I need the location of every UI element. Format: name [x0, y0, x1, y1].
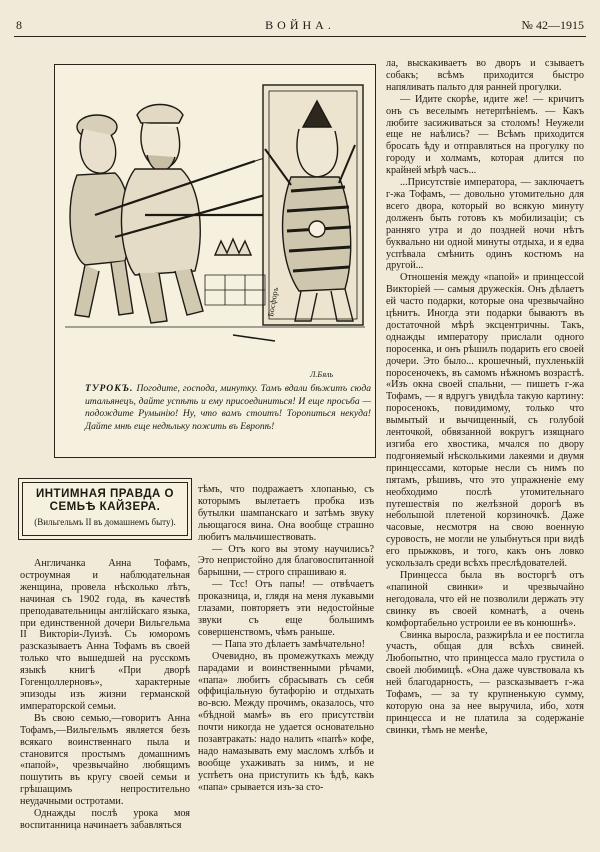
caption-text: Погодите, господа, минутку. Тамъ вдали бѣжитъ сюда итальянецъ, дайте успѣть и ему присоединиться! И еще просьба — подождите Румынію! Ну, что вамъ стоитъ! Торопиться некуда! Дайте мнѣ еще недѣльку пожить въ Европѣ!	[85, 383, 371, 432]
article-column-left	[20, 558, 190, 832]
article-heading: ИНТИМНАЯ ПРАВДА О СЕМЬѢ КАЙЗЕРА.	[35, 488, 175, 513]
cartoon-illustration	[54, 64, 376, 458]
page-number: 8	[16, 18, 22, 32]
paragraph: Отношенія между «папой» и принцессой Викторіей — самыя дружескія. Онъ дѣлаетъ ей часто подарки, которые она чрезвычайно цѣнитъ. Иногда эти подарки бываютъ въ достаточной мѣрѣ эксцентричны. Такъ, однажды императору прислали одного поросенка, и онъ рѣшилъ подарить его своей дочери. Это было... крошечный, пухленькій поросеночекъ, въ самомъ нѣжномъ возрастѣ. «Изъ окна своей спальни, — пишетъ г-жа Тофамъ, — я вдругъ увидѣла такую картину: поросенокъ, повидимому, только что вымытый и вычищенный, съ голубой ленточкой, обвязанной вокругъ изящнаго изгиба его хвостика, мчался по двору подгоняемый нѣсколькими лакеями и двумя принцессами, которые несли съ нимъ по пятамъ, рѣшивъ, что это упражненіе ему необходимо послѣ утомительнаго путешествія по желѣзной дорогѣ въ небольшой плетеной корзиночкѣ. Даже часовые, несмотря на свою военную суровость, не могли не улыбнуться при видѣ его прыжковъ, и того, какъ онъ ловко ускользалъ среди всѣхъ преслѣдователей.	[386, 272, 584, 570]
cartoon-caption	[85, 383, 371, 433]
caption-speaker: ТУРОКЪ.	[85, 383, 134, 394]
paragraph: Однажды послѣ урока моя воспитанница начинаетъ забавляться	[20, 808, 190, 831]
header-rule	[14, 36, 586, 37]
article-column-right	[386, 58, 584, 737]
paragraph: — Тсс! Отъ папы! — отвѣчаетъ проказница, и, глядя на меня лукавыми глазами, повторяетъ эти недостойные звуки съ еще большимъ совершенствомъ, чѣмъ раньше.	[198, 579, 374, 638]
paragraph: тѣмъ, что подражаетъ хлопанью, съ которымъ вылетаетъ пробка изъ бутылки шампанскаго и затѣмъ звуку льющагося вина. Она вообще страшно любитъ мальчишествовать.	[198, 484, 374, 543]
paragraph: Въ свою семью,—говоритъ Анна Тофамъ,—Вильгельмъ является безъ всякаго воинственнаго пыла и становится простымъ домашнимъ «папой», чрезвычайно любящимъ пошутить въ кругу своей семьи и грѣшащимъ непростительно неудачными остротами.	[20, 712, 190, 808]
door-label: Босфоръ	[266, 286, 281, 318]
article-subheading: (Вильгельмъ II въ домашнемъ быту).	[34, 517, 176, 527]
paragraph: Очевидно, въ промежуткахъ между парадами и воинственными рѣчами, «папа» любитъ сбрасывать съ себя оффиціальную бутафорію и отдыхать во-всю. Между прочимъ, оказалось, что «бѣдной мамѣ» въ его присутствіи почти никогда не удается основательно позавтракать: надо налить «папѣ» кофе, надо намазывать ему масломъ хлѣбъ и вообще ухаживать за нимъ, и не успѣетъ она приступить къ ѣдѣ, какъ «папа» срывается изъ-за сто-	[198, 650, 374, 793]
artist-signature: Л.Бяль	[310, 370, 334, 379]
paragraph: — Идите скорѣе, идите же! — кричитъ онъ съ веселымъ нетерпѣніемъ. — Какъ любите засиживаться за столомъ! Неужели еще не наѣлись? — Всѣмъ приходится бросать ѣду и отправляться на прогулку по городу и холмамъ, которая длится по крайней мѣрѣ часъ...	[386, 93, 584, 177]
paragraph: Свинка выросла, разжирѣла и ее постигла участь, общая для всѣхъ свиней. Любопытно, что принцесса мало грустила о своей любимицѣ. «Она даже чувствовала къ ней благодарность, — разсказываетъ г-жа Тофамъ, — за ту крупненькую сумму, которую она за нее выручила, ибо, хотя принцесса и не платила за содержаніе свинки, тѣмъ не менѣе,	[386, 629, 584, 736]
paragraph: ...Присутствіе императора, — заключаетъ г-жа Тофамъ, — довольно утомительно для всего двора, который во всякую минуту долженъ быть готовъ къ мобилизаціи; съ ранняго утра и до поздней ночи нѣтъ буквально ни одной минуты отдыха, и я едва успѣвала смѣнить одинъ костюмъ на другой...	[386, 177, 584, 272]
paragraph: Принцесса была въ восторгѣ отъ «папиной свинки» и чрезвычайно негодовала, что ей не позволили держать эту свинку въ своей комнатѣ, а очень комфортабельно устроили ее въ конюшнѣ».	[386, 569, 584, 629]
paragraph: — Папа это дѣлаетъ замѣчательно!	[212, 638, 365, 650]
article-column-middle	[198, 484, 374, 794]
paragraph: Англичанка Анна Тофамъ, остроумная и наблюдательная женщина, провела нѣсколько лѣтъ, начиная съ 1902 года, въ качествѣ преподавательницы англійскаго языка, при единственной дочери Вильгельма II Викторіи-Луизѣ. Съ юморомъ разсказываетъ Анна Тофамъ въ своей только что вышедшей на русскомъ языкѣ книгѣ «При дворѣ Гогенцоллерновъ», характерные эпизоды изъ жизни германской императорской семьи.	[20, 558, 190, 712]
page-header	[16, 18, 584, 34]
paragraph: — Отъ кого вы этому научились? Это непристойно для благовоспитанной барышни, — строго спрашиваю я.	[198, 543, 374, 579]
issue-number: № 42—1915	[521, 18, 584, 32]
article-heading-box	[18, 478, 192, 540]
journal-title: ВОЙНА.	[265, 18, 335, 32]
paragraph: ла, выскакиваетъ во дворъ и сзываетъ собакъ; всѣмъ приходится быстро напяливать пальто для ранней прогулки.	[386, 58, 584, 93]
